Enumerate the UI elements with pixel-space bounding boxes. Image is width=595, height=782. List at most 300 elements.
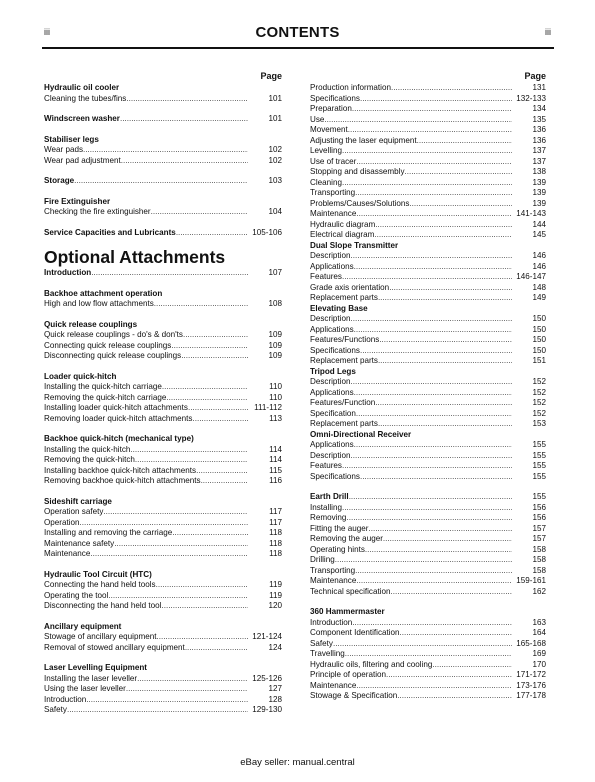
dot-leader	[342, 461, 512, 472]
dot-leader	[126, 684, 248, 695]
dot-leader	[379, 335, 512, 346]
toc-entry-title: Cleaning	[310, 177, 342, 187]
toc-entry[interactable]	[310, 94, 546, 105]
toc-entry-title: Replacement parts	[310, 356, 378, 365]
toc-entry[interactable]	[44, 674, 282, 685]
toc-entry-title: Removal of stowed ancillary equipment	[44, 642, 185, 652]
toc-entry-page: 119	[269, 580, 282, 589]
toc-entry[interactable]	[44, 518, 282, 529]
toc-entry-page: 124	[268, 642, 282, 652]
toc-heading[interactable]	[44, 434, 282, 445]
toc-entry-title: Earth Drill	[310, 492, 349, 501]
toc-entry[interactable]	[310, 628, 546, 639]
toc-entry-page: 117	[269, 507, 282, 516]
toc-entry-page: 148	[532, 282, 546, 292]
dot-leader	[335, 555, 512, 566]
dot-leader	[151, 207, 248, 218]
toc-entry-page: 144	[532, 219, 546, 229]
toc-entry-title: Installing the quick-hitch	[44, 444, 131, 454]
dot-leader	[154, 299, 248, 310]
toc-heading[interactable]	[44, 268, 282, 279]
toc-entry-title: Hydraulic Tool Circuit (HTC)	[44, 569, 152, 579]
toc-entry-title: Service Capacities and Lubricants	[44, 227, 176, 237]
dot-leader	[349, 492, 512, 503]
toc-entry[interactable]	[44, 299, 282, 310]
toc-entry-page: 152	[532, 408, 546, 418]
toc-entry-page: 171-172	[516, 670, 546, 679]
dot-leader	[342, 146, 512, 157]
dot-leader	[389, 283, 512, 294]
toc-entry-title: Removing backhoe quick-hitch attachments	[44, 476, 201, 485]
dot-leader	[360, 94, 512, 105]
dot-leader	[369, 524, 513, 535]
toc-entry[interactable]	[310, 534, 546, 545]
toc-entry-title: Applications	[310, 440, 354, 449]
toc-entry[interactable]	[44, 393, 282, 404]
toc-entry-title: Levelling	[310, 146, 342, 155]
dot-leader	[356, 409, 512, 420]
toc-heading[interactable]	[44, 372, 282, 383]
contents-left-column	[44, 70, 282, 716]
dot-leader	[342, 503, 512, 514]
toc-entry-page: 150	[532, 345, 546, 355]
toc-entry-page: 104	[268, 207, 282, 216]
page-number-left: iii	[44, 27, 50, 37]
toc-entry-title: Storage	[44, 176, 75, 185]
toc-entry-page: 141-143	[516, 209, 546, 218]
toc-entry-title: Applications	[310, 387, 354, 397]
dot-leader	[352, 618, 512, 629]
toc-heading[interactable]	[44, 114, 282, 125]
toc-entry[interactable]	[44, 403, 282, 414]
toc-entry-title: Safety	[310, 638, 333, 648]
toc-entry-page: 156	[532, 513, 546, 522]
dot-leader	[354, 325, 512, 336]
toc-entry-title: Travelling	[310, 649, 345, 658]
toc-entry-title: 360 Hammermaster	[310, 607, 385, 616]
toc-entry-title: Backhoe quick-hitch (mechanical type)	[44, 434, 194, 443]
toc-entry[interactable]	[310, 388, 546, 399]
toc-entry[interactable]	[310, 545, 546, 556]
toc-entry-title: Technical specification	[310, 586, 391, 596]
toc-entry[interactable]	[44, 580, 282, 591]
dot-leader	[196, 466, 248, 477]
toc-entry[interactable]	[310, 335, 546, 346]
toc-heading[interactable]	[44, 570, 282, 581]
toc-entry-title: Replacement parts	[310, 293, 378, 302]
toc-entry-title: Omni-Directional Receiver	[310, 429, 412, 439]
dot-leader	[432, 660, 512, 671]
toc-entry[interactable]	[310, 576, 546, 587]
dot-leader	[90, 549, 248, 560]
toc-entry-title: Introduction	[44, 694, 87, 704]
toc-entry-title: Installing the quick-hitch carriage	[44, 382, 162, 391]
toc-entry-title: Features/Function	[310, 398, 376, 407]
toc-entry-page: 102	[268, 155, 282, 165]
toc-entry-title: Laser Levelling Equipment	[44, 663, 147, 672]
footer-watermark: eBay seller: manual.central	[240, 757, 355, 768]
toc-entry[interactable]	[44, 351, 282, 362]
toc-heading[interactable]	[44, 497, 282, 508]
toc-entry[interactable]	[310, 283, 546, 294]
toc-entry-title: Hydraulic oils, filtering and cooling	[310, 659, 433, 669]
toc-entry-page: 155	[532, 471, 546, 481]
dot-leader	[351, 377, 513, 388]
toc-entry-page: 136	[532, 125, 546, 134]
toc-entry[interactable]	[310, 220, 546, 231]
header-rule	[42, 47, 554, 49]
toc-entry[interactable]	[310, 649, 546, 660]
dot-leader	[80, 518, 248, 529]
dot-leader	[172, 528, 248, 539]
section-heading: Optional Attachments	[44, 247, 226, 267]
toc-entry[interactable]	[310, 451, 546, 462]
dot-leader	[108, 591, 248, 602]
toc-entry-page: 110	[269, 382, 282, 391]
dot-leader	[354, 440, 512, 451]
toc-entry[interactable]	[310, 167, 546, 178]
toc-entry[interactable]	[310, 199, 546, 210]
toc-entry[interactable]	[310, 440, 546, 451]
dot-leader	[352, 104, 512, 115]
dot-leader	[374, 230, 512, 241]
toc-entry-page: 134	[532, 104, 546, 113]
toc-entry-page: 153	[532, 419, 546, 428]
toc-entry[interactable]	[44, 684, 282, 695]
dot-leader	[365, 545, 512, 556]
toc-entry-title: Cleaning the tubes/fins	[44, 93, 127, 103]
toc-entry[interactable]	[310, 272, 546, 283]
toc-entry[interactable]	[310, 83, 546, 94]
toc-entry[interactable]	[310, 188, 546, 199]
toc-entry-page: 114	[269, 444, 282, 454]
toc-entry[interactable]	[44, 549, 282, 560]
toc-entry[interactable]	[310, 209, 546, 220]
dot-leader	[156, 580, 248, 591]
dot-leader	[324, 115, 512, 126]
toc-heading[interactable]	[44, 289, 282, 300]
toc-entry-page: 121-124	[252, 632, 282, 641]
toc-entry-title: Fitting the auger	[310, 523, 369, 533]
toc-entry[interactable]	[310, 136, 546, 147]
toc-entry-title: Ancillary equipment	[44, 621, 122, 631]
toc-entry-title: Operation safety	[44, 507, 104, 516]
toc-entry-title: High and low flow attachments	[44, 299, 154, 308]
toc-entry-title: Electrical diagram	[310, 230, 375, 239]
dot-leader	[342, 178, 512, 189]
toc-entry[interactable]	[310, 524, 546, 535]
toc-heading[interactable]	[44, 176, 282, 187]
toc-entry-title: Description	[310, 450, 351, 460]
toc-entry-page: 107	[268, 268, 282, 277]
toc-entry[interactable]	[310, 293, 546, 304]
toc-entry[interactable]	[310, 115, 546, 126]
toc-entry[interactable]	[310, 251, 546, 262]
toc-heading[interactable]	[44, 197, 282, 208]
toc-entry-page: 157	[532, 523, 546, 533]
toc-heading[interactable]	[44, 320, 282, 331]
toc-entry[interactable]	[310, 587, 546, 598]
toc-entry-title: Introduction	[44, 268, 92, 277]
toc-entry-title: Description	[310, 377, 351, 386]
toc-entry[interactable]	[44, 145, 282, 156]
dot-leader	[114, 539, 248, 550]
toc-entry-title: Loader quick-hitch	[44, 371, 117, 381]
toc-entry[interactable]	[310, 419, 546, 430]
toc-entry-page: 115	[269, 465, 282, 475]
toc-entry-title: Installing the laser leveller	[44, 673, 138, 683]
toc-heading[interactable]	[310, 304, 546, 315]
toc-entry[interactable]	[44, 445, 282, 456]
toc-entry-title: Removing the quick-hitch	[44, 455, 135, 464]
toc-heading[interactable]	[44, 135, 282, 146]
toc-entry-title: Dual Slope Transmitter	[310, 240, 399, 250]
toc-entry-page: 139	[532, 198, 546, 208]
toc-entry-title: Introduction	[310, 617, 353, 627]
toc-heading[interactable]	[44, 622, 282, 633]
toc-entry[interactable]	[44, 507, 282, 518]
dot-leader	[417, 136, 512, 147]
dot-leader	[356, 576, 512, 587]
toc-entry[interactable]	[310, 461, 546, 472]
toc-heading[interactable]	[310, 367, 546, 378]
toc-entry[interactable]	[44, 705, 282, 716]
toc-entry[interactable]	[310, 377, 546, 388]
toc-entry[interactable]	[310, 125, 546, 136]
toc-entry-title: Principle of operation	[310, 670, 387, 679]
toc-entry-page: 164	[532, 628, 546, 637]
dot-leader	[383, 534, 512, 545]
toc-entry[interactable]	[310, 157, 546, 168]
toc-entry-title: Grade axis orientation	[310, 282, 390, 292]
toc-entry[interactable]	[44, 476, 282, 487]
toc-entry-title: Installing and removing the carriage	[44, 528, 173, 537]
dot-leader	[356, 157, 512, 168]
toc-entry-title: Stabiliser legs	[44, 134, 99, 144]
dot-leader	[188, 403, 248, 414]
toc-heading[interactable]	[310, 607, 546, 618]
toc-entry-page: 101	[268, 114, 282, 123]
toc-entry-page: 129-130	[252, 705, 282, 714]
toc-entry-page: 113	[269, 413, 282, 423]
toc-entry[interactable]	[310, 660, 546, 671]
toc-entry[interactable]	[310, 503, 546, 514]
toc-heading[interactable]	[310, 492, 546, 503]
toc-entry-page: 103	[268, 176, 282, 185]
page-title: CONTENTS	[255, 24, 340, 41]
toc-entry-title: Features	[310, 272, 342, 281]
dot-leader	[348, 125, 512, 136]
toc-entry[interactable]	[310, 566, 546, 577]
toc-entry-title: Operating the tool	[44, 590, 109, 600]
toc-entry[interactable]	[44, 455, 282, 466]
toc-entry-page: 138	[532, 167, 546, 176]
toc-entry[interactable]	[44, 528, 282, 539]
toc-entry[interactable]	[44, 466, 282, 477]
toc-entry[interactable]	[44, 207, 282, 218]
toc-entry-title: Removing	[310, 513, 347, 522]
toc-entry[interactable]	[44, 695, 282, 706]
toc-entry-title: Disconnecting the hand held tool	[44, 601, 162, 610]
toc-heading[interactable]	[310, 241, 546, 252]
toc-entry[interactable]	[44, 643, 282, 654]
toc-entry-title: Connecting quick release couplings	[44, 340, 172, 350]
toc-entry-page: 146	[532, 261, 546, 271]
toc-entry-title: Preparation	[310, 104, 352, 113]
dot-leader	[176, 228, 248, 239]
dot-leader	[378, 293, 512, 304]
toc-heading[interactable]	[44, 83, 282, 94]
dot-leader	[162, 382, 248, 393]
toc-entry[interactable]	[44, 591, 282, 602]
toc-entry[interactable]	[310, 314, 546, 325]
dot-leader	[135, 455, 248, 466]
toc-entry-page: 118	[269, 549, 282, 558]
toc-entry-title: Transporting	[310, 565, 356, 575]
toc-entry-page: 139	[532, 177, 546, 187]
toc-entry-title: Connecting the hand held tools	[44, 580, 156, 589]
toc-entry-title: Hydraulic oil cooler	[44, 83, 120, 92]
dot-leader	[354, 262, 512, 273]
dot-leader	[400, 628, 512, 639]
dot-leader	[351, 251, 513, 262]
dot-leader	[183, 330, 248, 341]
toc-entry-page: 162	[532, 586, 546, 596]
dot-leader	[356, 681, 512, 692]
dot-leader	[103, 507, 248, 518]
toc-entry-title: Adjusting the laser equipment	[310, 135, 417, 145]
toc-entry-title: Stopping and disassembly	[310, 167, 405, 176]
toc-entry-title: Disconnecting quick release couplings	[44, 351, 182, 360]
toc-entry-page: 145	[532, 230, 546, 239]
toc-entry-page: 136	[532, 135, 546, 145]
toc-entry-page: 155	[532, 492, 546, 501]
toc-entry[interactable]	[310, 398, 546, 409]
toc-entry-title: Stowage & Specification	[310, 691, 398, 700]
dot-leader	[74, 176, 248, 187]
toc-entry-page: 119	[269, 590, 282, 600]
toc-entry-page: 114	[269, 455, 282, 464]
toc-entry[interactable]	[310, 670, 546, 681]
toc-entry-title: Specifications	[310, 93, 360, 103]
toc-entry-title: Windscreen washer	[44, 114, 120, 123]
toc-entry[interactable]	[44, 94, 282, 105]
toc-entry-page: 151	[532, 356, 546, 365]
dot-leader	[83, 145, 248, 156]
toc-entry-page: 131	[532, 83, 546, 92]
toc-entry-page: 125-126	[252, 673, 282, 683]
toc-entry-page: 102	[268, 145, 282, 154]
toc-entry-title: Use of tracer	[310, 156, 357, 166]
toc-entry-title: Backhoe attachment operation	[44, 288, 163, 298]
toc-entry[interactable]	[310, 262, 546, 273]
toc-entry-title: Operating hints	[310, 544, 365, 554]
dot-leader	[181, 351, 248, 362]
toc-entry[interactable]	[310, 346, 546, 357]
dot-leader	[378, 356, 512, 367]
toc-entry[interactable]	[310, 178, 546, 189]
toc-entry[interactable]	[310, 409, 546, 420]
toc-entry[interactable]	[310, 618, 546, 629]
toc-entry[interactable]	[44, 414, 282, 425]
toc-entry[interactable]	[310, 555, 546, 566]
dot-leader	[386, 670, 512, 681]
toc-entry[interactable]	[310, 230, 546, 241]
toc-entry[interactable]	[310, 639, 546, 650]
toc-heading[interactable]	[44, 663, 282, 674]
toc-entry[interactable]	[44, 632, 282, 643]
dot-leader	[126, 94, 248, 105]
toc-entry[interactable]	[44, 330, 282, 341]
toc-entry[interactable]	[44, 341, 282, 352]
toc-entry-page: 150	[532, 324, 546, 334]
toc-entry[interactable]	[310, 325, 546, 336]
toc-entry-page: 109	[268, 351, 282, 360]
page-column-label: Page	[524, 71, 546, 81]
toc-entry-title: Transporting	[310, 188, 356, 197]
toc-entry-title: Features	[310, 461, 342, 470]
toc-entry-title: Installing loader quick-hitch attachments	[44, 403, 188, 412]
toc-entry-page: 111-112	[254, 403, 282, 412]
toc-entry-page: 155	[532, 450, 546, 460]
toc-entry-page: 110	[269, 392, 282, 402]
toc-entry-page: 139	[532, 188, 546, 197]
dot-leader	[391, 83, 512, 94]
toc-heading[interactable]	[44, 228, 282, 239]
toc-entry-title: Wear pad adjustment	[44, 155, 121, 165]
dot-leader	[121, 156, 248, 167]
toc-entry-title: Operation	[44, 517, 80, 527]
toc-heading[interactable]	[310, 430, 546, 441]
toc-entry[interactable]	[310, 691, 546, 702]
toc-entry[interactable]	[310, 356, 546, 367]
toc-entry-page: 158	[532, 555, 546, 564]
toc-entry-title: Quick release couplings	[44, 319, 138, 329]
toc-entry-title: Installing backhoe quick-hitch attachments	[44, 465, 197, 475]
toc-entry-title: Maintenance	[310, 680, 357, 690]
dot-leader	[409, 199, 512, 210]
dot-leader	[333, 639, 512, 650]
toc-entry[interactable]	[44, 382, 282, 393]
toc-entry-page: 105-106	[252, 227, 282, 237]
toc-entry[interactable]	[310, 104, 546, 115]
dot-leader	[354, 388, 512, 399]
toc-entry-page: 117	[269, 517, 282, 527]
toc-entry[interactable]	[310, 513, 546, 524]
dot-leader	[201, 476, 248, 487]
toc-entry[interactable]	[310, 472, 546, 483]
toc-entry[interactable]	[44, 156, 282, 167]
dot-leader	[345, 649, 512, 660]
dot-leader	[360, 346, 512, 357]
toc-entry[interactable]	[44, 601, 282, 612]
toc-entry-title: Maintenance	[310, 209, 357, 218]
toc-entry-page: 152	[532, 387, 546, 397]
toc-entry-page: 158	[532, 565, 546, 575]
toc-entry[interactable]	[44, 539, 282, 550]
toc-entry-title: Specifications	[310, 345, 360, 355]
toc-entry[interactable]	[310, 681, 546, 692]
dot-leader	[185, 643, 248, 654]
toc-entry-page: 146-147	[516, 272, 546, 281]
toc-entry-title: Applications	[310, 324, 354, 334]
dot-leader	[351, 314, 513, 325]
toc-entry[interactable]	[310, 146, 546, 157]
toc-entry-page: 158	[532, 544, 546, 554]
toc-entry-page: 128	[268, 694, 282, 704]
toc-entry-page: 146	[532, 251, 546, 260]
toc-entry-page: 118	[269, 528, 282, 537]
